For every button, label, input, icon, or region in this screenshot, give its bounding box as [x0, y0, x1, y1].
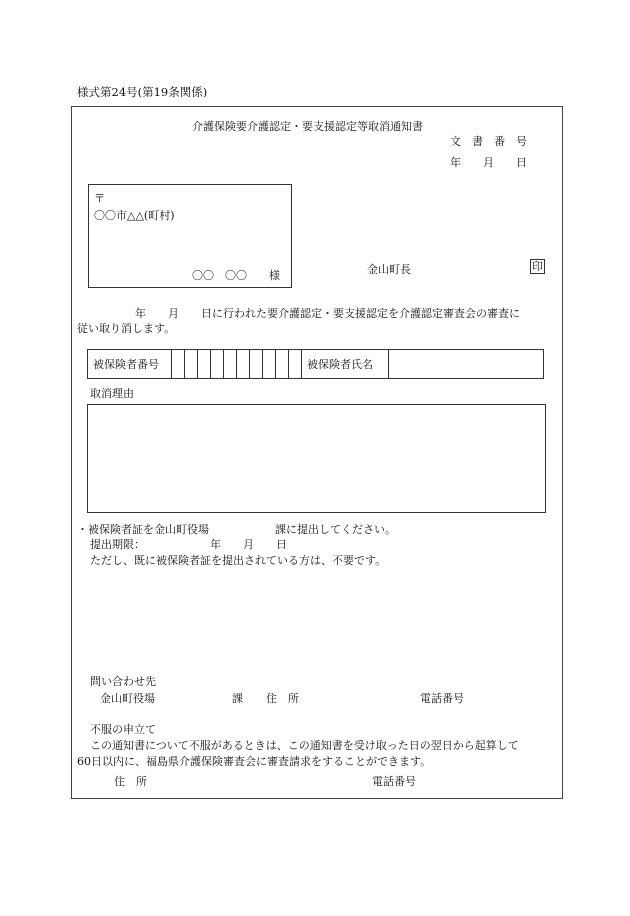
deadline-label: 提出期限：	[90, 538, 145, 551]
insured-number-digit-cell[interactable]	[250, 350, 263, 379]
submission-note: ただし、既に被保険者証を提出されている方は、不要です。	[90, 554, 387, 567]
insured-name-label: 被保険者氏名	[302, 350, 389, 379]
submission-instruction: ・被保険者証を金山町役場 課に提出してください。	[77, 523, 396, 536]
insured-info-table	[87, 349, 544, 379]
appeal-phone-label: 電話番号	[372, 775, 416, 788]
insured-number-digit-cell[interactable]	[224, 350, 237, 379]
contact-heading: 問い合わせ先	[90, 675, 156, 688]
document-title: 介護保険要介護認定・要支援認定等取消通知書	[192, 120, 423, 133]
insured-number-digit-cell[interactable]	[185, 350, 198, 379]
insured-number-digit-cell[interactable]	[211, 350, 224, 379]
addressee-name: 〇〇 〇〇 様	[192, 269, 280, 282]
postal-mark: 〒	[94, 192, 105, 205]
notice-line-2: 従い取り消します。	[77, 322, 176, 335]
reason-label: 取消理由	[90, 387, 134, 400]
appeal-heading: 不服の申立て	[90, 723, 156, 736]
contact-address-label: 住 所	[266, 692, 299, 705]
address-city: 〇〇市△△(町村)	[94, 209, 175, 222]
insured-number-digit-cell[interactable]	[276, 350, 289, 379]
insured-number-digit-cell[interactable]	[172, 350, 185, 379]
appeal-line-2: 60日以内に、福島県介護保険審査会に審査請求をすることができます。	[77, 755, 432, 768]
notice-line-1: 年 月 日に行われた要介護認定・要支援認定を介護認定審査会の審査に	[135, 307, 520, 320]
insured-number-digit-cell[interactable]	[198, 350, 211, 379]
issue-date-label: 年 月 日	[450, 156, 527, 169]
insured-number-label: 被保険者番号	[88, 350, 172, 379]
insured-number-digit-cell[interactable]	[289, 350, 302, 379]
insured-name-field[interactable]	[389, 350, 544, 379]
document-number-label: 文 書 番 号	[450, 135, 527, 148]
issuer-name: 金山町長	[367, 263, 411, 276]
contact-office: 金山町役場	[100, 692, 155, 705]
insured-number-digit-cell[interactable]	[237, 350, 250, 379]
deadline-date: 年 月 日	[210, 538, 287, 551]
seal-mark: 印	[532, 260, 543, 273]
form-number: 様式第24号(第19条関係)	[77, 85, 208, 99]
insured-number-digit-cell[interactable]	[263, 350, 276, 379]
reason-field[interactable]	[87, 404, 546, 513]
appeal-line-1: この通知書について不服があるときは、この通知書を受け取った日の翌日から起算して	[90, 739, 519, 752]
contact-phone-label: 電話番号	[420, 692, 464, 705]
contact-section: 課	[232, 692, 243, 705]
appeal-address-label: 住 所	[114, 775, 147, 788]
